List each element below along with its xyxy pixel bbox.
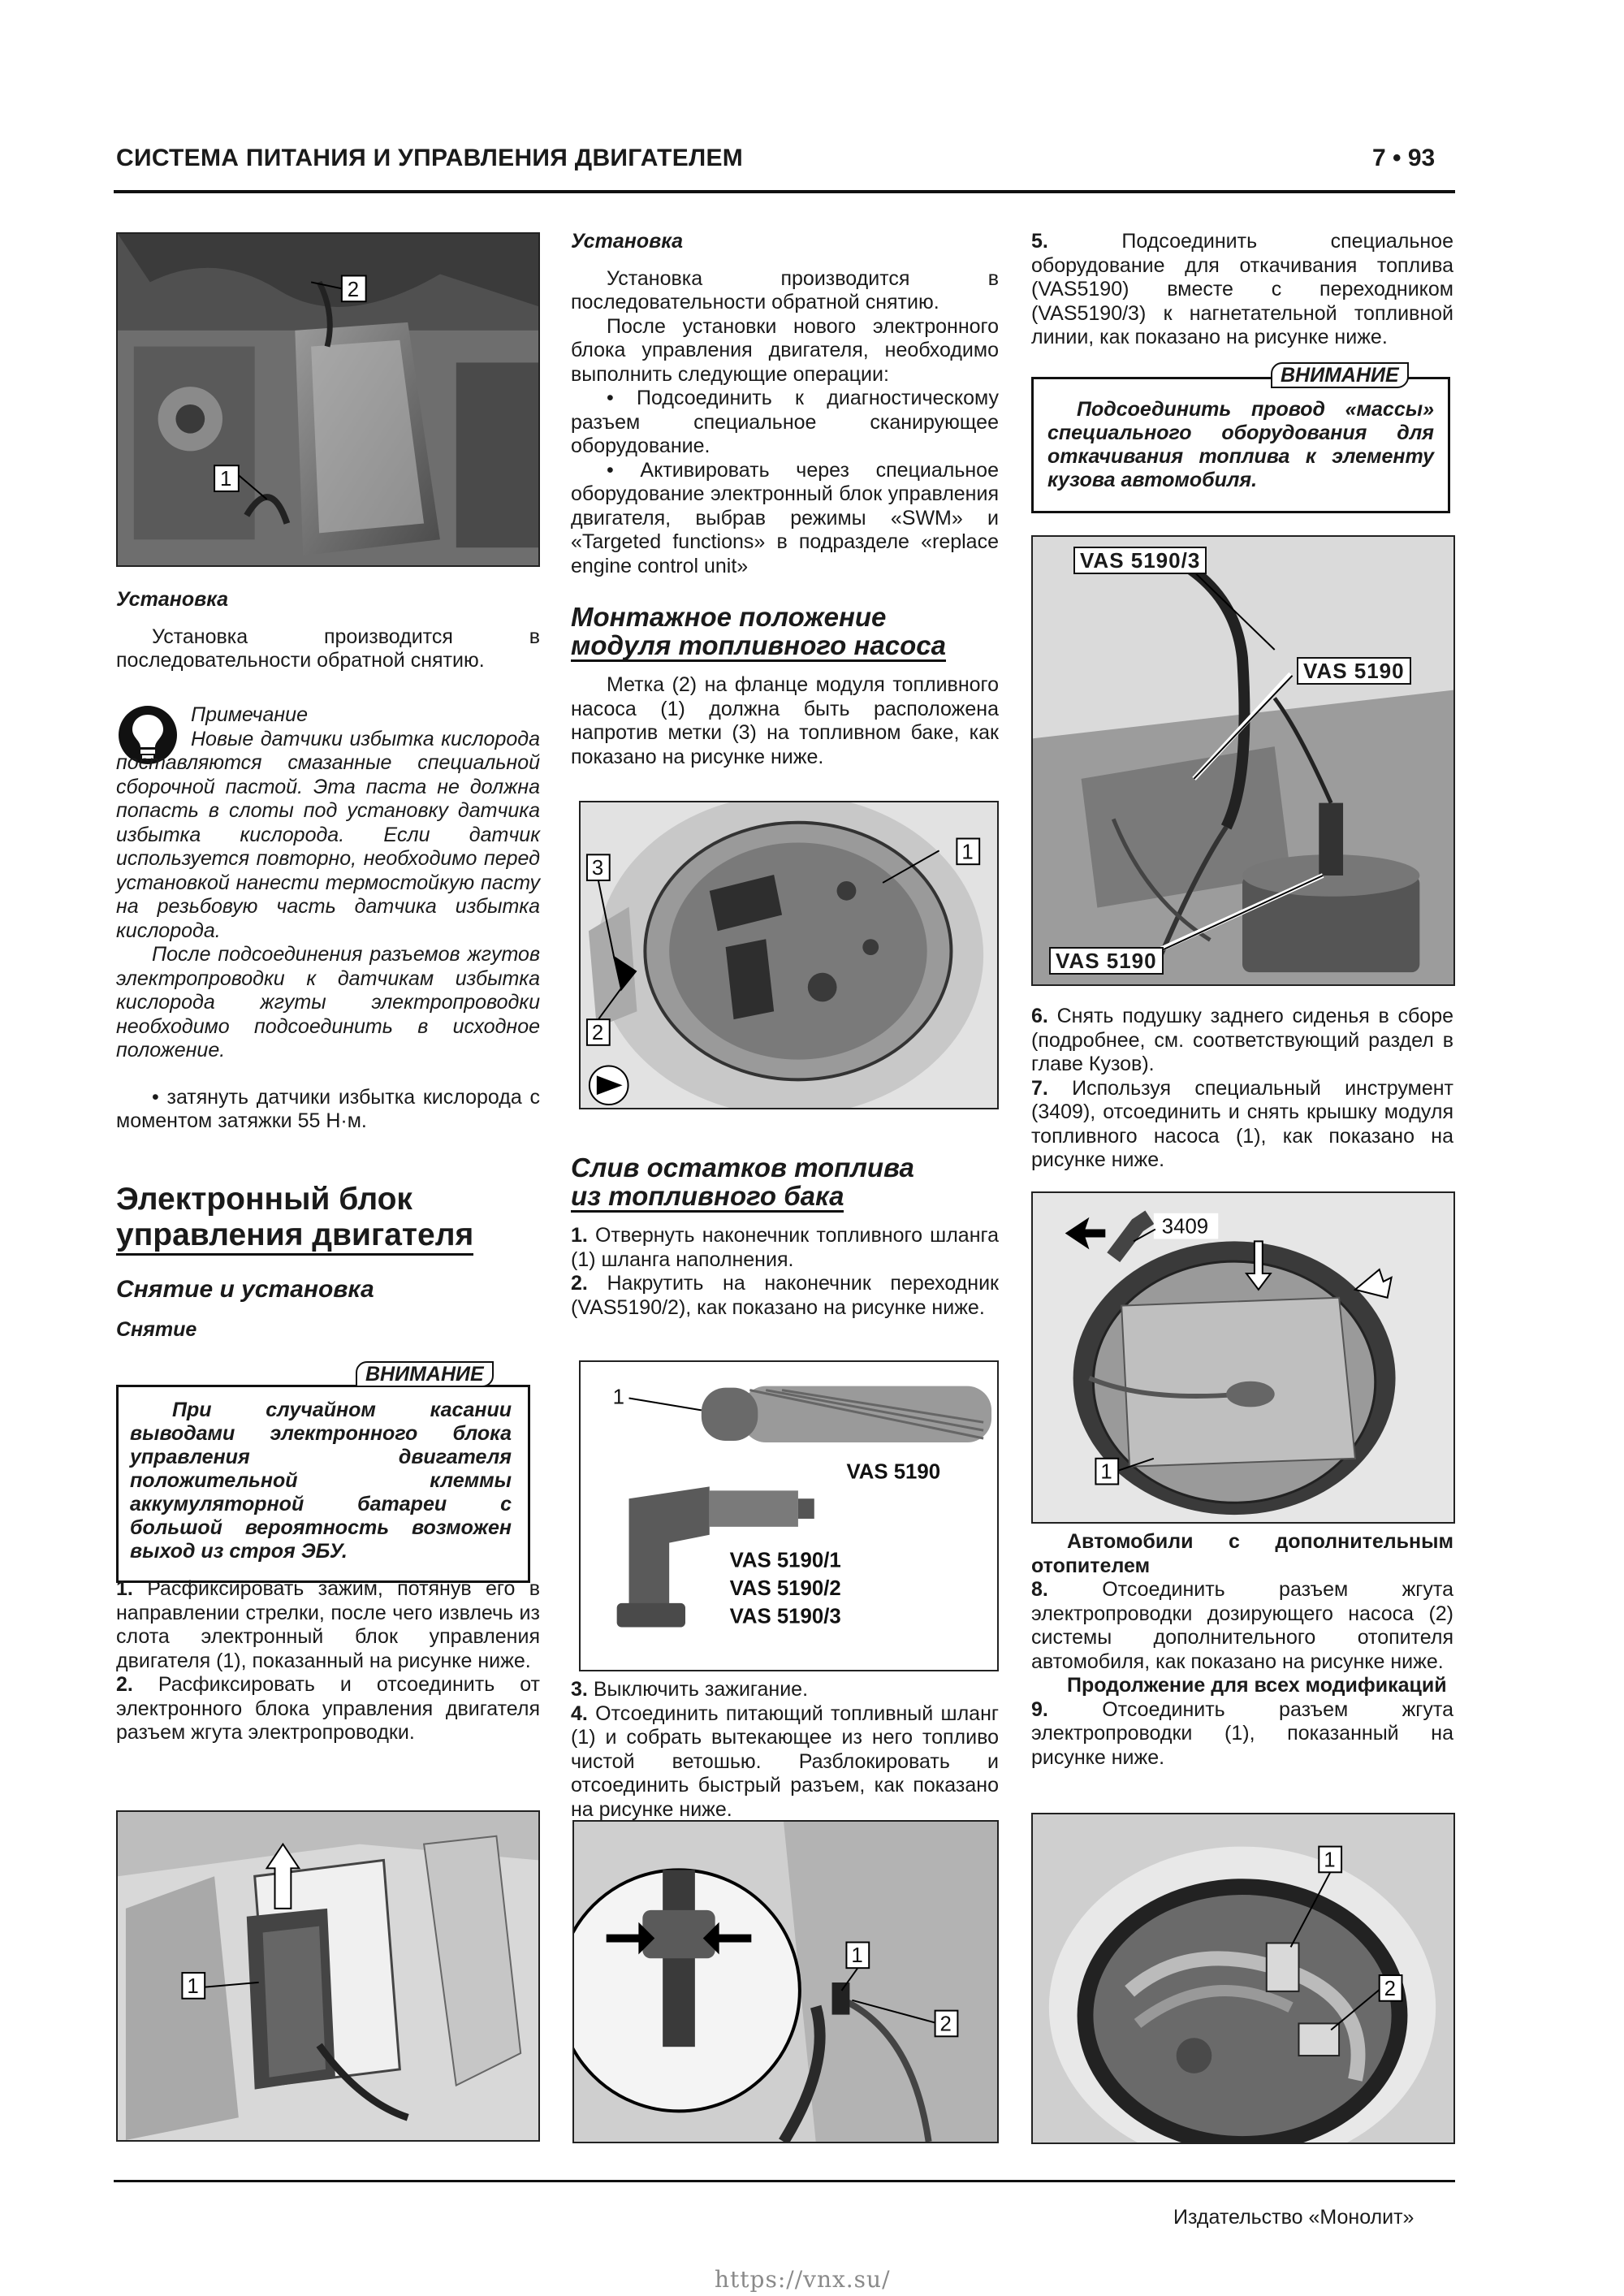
column-3-top (1031, 230, 1453, 350)
removal-heading: Снятие (116, 1318, 197, 1341)
callout-1: 1 (1100, 1460, 1112, 1484)
drain-title-line1: Слив остатков топлива (571, 1152, 914, 1183)
mount-title-line2: модуля топливного насоса (571, 630, 946, 660)
step-number: 9. (1031, 1697, 1048, 1721)
callout-1: 1 (851, 1944, 863, 1968)
label-vas5190: VAS 5190 (1049, 947, 1164, 975)
section-title-line2: управления двигателя (116, 1217, 473, 1256)
step-number: 7. (1031, 1076, 1048, 1100)
install-paragraph-1: Установка производится в последовательности обратной снятию. (571, 266, 999, 313)
extra-heater-heading: Автомобили с дополнительным отопителем (1031, 1530, 1453, 1577)
drain-section (571, 1153, 999, 1320)
column-3-mid (1031, 1005, 1453, 1173)
drain-steps-2 (571, 1678, 999, 1822)
label-vas5190: VAS 5190 (846, 1460, 941, 1484)
drain-step-3: Выключить зажигание. (593, 1678, 809, 1701)
callout-1: 1 (220, 467, 232, 491)
footer-rule (114, 2180, 1455, 2182)
drain-step-4: Отсоединить питающий топливный шланг (1) и собрать вытекающее из него топливо чистой ветошью. Разблокировать и отсоединить быстрый разъем, как показано на рисунке ниже. (571, 1701, 999, 1821)
step-8-text: Отсоединить разъем жгута электропроводки дозирующего насоса (2) системы дополнительного отопителя автомобиля, как показано на рисунке ниже. (1031, 1578, 1453, 1673)
ecu-section (116, 1182, 540, 1343)
callout-1: 1 (187, 1974, 199, 1998)
figure-connectors (1031, 1813, 1455, 2144)
note-paragraph-1: Новые датчики избытка кислорода поставляются смазанные специальной сборочной пастой. Эта паста не должна попасть в слоты под установку датчика избытка кислорода. Если датчик используется повторно, необходимо перед установкой нанести термостойкую пасту на резьбовую часть датчика избытка кислорода. (116, 727, 540, 942)
warning-text: Подсоединить провод «массы» специального оборудования для откачивания топлива к элементу кузова автомобиля. (1047, 398, 1434, 491)
callout-1: 1 (1324, 1848, 1336, 1872)
figure-vas5190-setup (1031, 535, 1455, 986)
column-1-text (116, 588, 540, 673)
drain-step-1: Отвернуть наконечник топливного шланга (1) шланга наполнения. (571, 1224, 999, 1271)
publisher: Издательство «Монолит» (1173, 2206, 1415, 2229)
figure-pump-cover (1031, 1191, 1455, 1524)
figure-fuel-line (572, 1820, 999, 2143)
callout-2: 2 (591, 1021, 604, 1044)
install-heading: Установка (571, 230, 684, 253)
ecu-steps (116, 1577, 540, 1745)
mount-title-line1: Монтажное положение (571, 602, 887, 632)
label-vas5190-3: VAS 5190/3 (729, 1605, 841, 1628)
page-number: 7 • 93 (1372, 145, 1436, 171)
callout-1: 1 (612, 1386, 625, 1409)
figure-adapters (579, 1360, 999, 1671)
drain-title-line2: из топливного бака (571, 1181, 844, 1211)
section-title-line1: Электронный блок (116, 1182, 412, 1217)
figure-oxygen-sensors (116, 232, 540, 567)
install-bullet-2: • Активировать через специальное оборудование электронный блок управления двигателя, выбрав режимы «SWM» и «Targeted functions» в подразделе «replace engine control unit» (571, 458, 999, 577)
column-2-top (571, 230, 999, 769)
header-rule (114, 190, 1455, 193)
note-title: Примечание (191, 703, 308, 726)
note-block (116, 703, 540, 1134)
install-heading: Установка (116, 588, 229, 611)
warning-text: При случайном касании выводами электронного блока управления двигателя положительной клеммы аккумуляторной батареи с большой вероятность возможен выход из строя ЭБУ. (130, 1399, 512, 1563)
warning-label: ВНИМАНИЕ (356, 1361, 494, 1387)
step-number: 8. (1031, 1578, 1048, 1601)
step-number: 5. (1031, 230, 1048, 253)
torque-bullet: • затянуть датчики избытка кислорода с моментом затяжки 55 Н·м. (116, 1085, 540, 1132)
callout-2: 2 (347, 279, 360, 302)
source-url[interactable]: https://vnx.su/ (715, 2266, 891, 2293)
label-vas5190-2: VAS 5190/2 (729, 1577, 841, 1600)
mount-text: Метка (2) на фланце модуля топливного насоса (1) должна быть расположена напротив метки (3) на топливном баке, как показано на рисунке ниже. (571, 673, 999, 768)
step-6-text: Снять подушку заднего сиденья в сборе (подробнее, см. соответствующий раздел в главе Кузов). (1031, 1005, 1453, 1075)
install-text: Установка производится в последовательности обратной снятию. (116, 625, 540, 672)
step-1-text: Расфиксировать зажим, потянув его в направлении стрелки, после чего извлечь из слота электронный блок управления двигателя (1), показанный на рисунке ниже. (116, 1577, 540, 1672)
step-7-text: Используя специальный инструмент (3409), отсоединить и снять крышку модуля топливного насоса (1), как показано на рисунке ниже. (1031, 1076, 1453, 1171)
figure-ecu-location (116, 1810, 540, 2142)
column-3-bottom (1031, 1530, 1453, 1770)
step-number: 4. (571, 1701, 588, 1725)
running-header-title: СИСТЕМА ПИТАНИЯ И УПРАВЛЕНИЯ ДВИГАТЕЛЕМ (116, 145, 744, 171)
label-vas5190-3: VAS 5190/3 (1073, 547, 1207, 574)
continuation-heading: Продолжение для всех модификаций (1067, 1674, 1447, 1697)
label-vas5190: VAS 5190 (1297, 657, 1411, 685)
step-number: 3. (571, 1678, 588, 1701)
step-9-text: Отсоединить разъем жгута электропроводки (1), показанный на рисунке ниже. (1031, 1697, 1453, 1769)
step-5-text: Подсоединить специальное оборудование для откачивания топлива (VAS5190) вместе с переходником (VAS5190/3) к нагнетательной топливной линии, как показано на рисунке ниже. (1031, 230, 1453, 348)
step-number: 1. (571, 1224, 588, 1247)
step-number: 2. (116, 1673, 133, 1696)
drain-step-2: Накрутить на наконечник переходник (VAS5190/2), как показано на рисунке ниже. (571, 1272, 999, 1319)
callout-3: 3 (591, 857, 604, 880)
install-bullet-1: • Подсоединить к диагностическому разъем специальное сканирующее оборудование. (571, 387, 999, 457)
step-number: 1. (116, 1577, 133, 1600)
label-vas5190-1: VAS 5190/1 (729, 1549, 841, 1572)
step-2-text: Расфиксировать и отсоединить от электронного блока управления двигателя разъем жгута электропроводки. (116, 1673, 540, 1744)
figure-pump-flange (579, 801, 999, 1109)
callout-2: 2 (939, 2013, 952, 2036)
warning-label: ВНИМАНИЕ (1271, 362, 1409, 388)
note-paragraph-2: После подсоединения разъемов жгутов электропроводки к датчикам избытка кислорода жгуты электропроводки необходимо подсоединить в исходное положение. (116, 943, 540, 1062)
callout-1: 1 (961, 841, 974, 864)
callout-2: 2 (1384, 1977, 1397, 2000)
sub-title: Снятие и установка (116, 1276, 374, 1303)
install-paragraph-2: После установки нового электронного блока управления двигателя, необходимо выполнить следующие операции: (571, 314, 999, 386)
step-number: 6. (1031, 1005, 1048, 1027)
callout-3409: 3409 (1161, 1215, 1209, 1239)
step-number: 2. (571, 1272, 588, 1295)
